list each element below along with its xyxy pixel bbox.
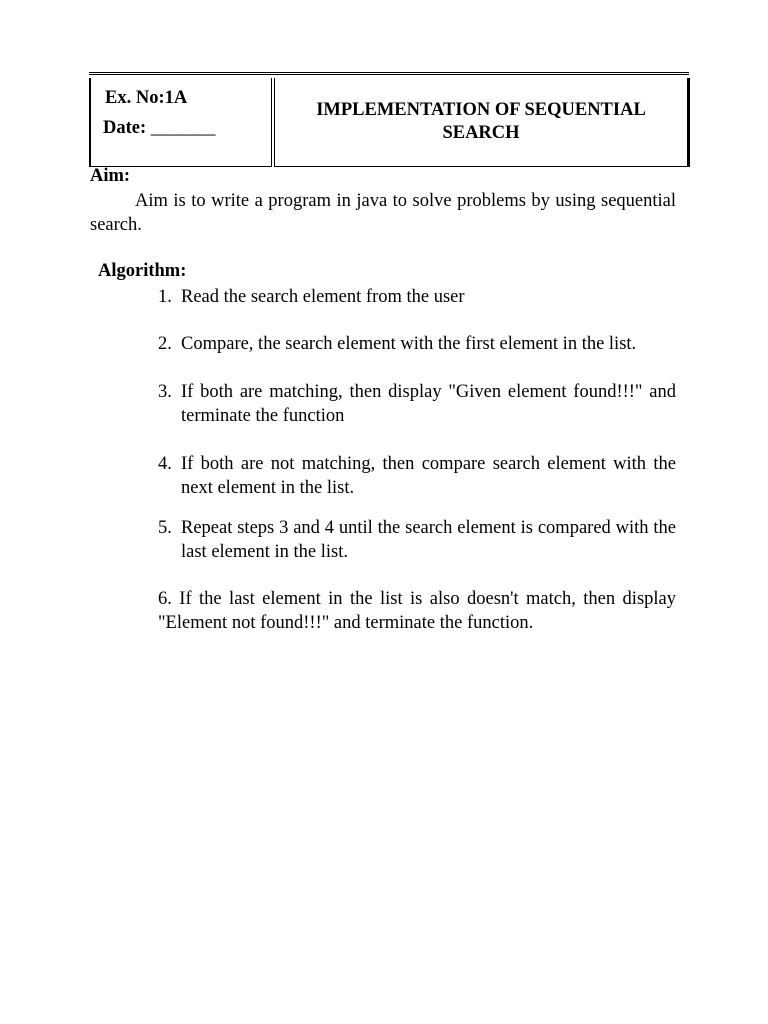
step-text: Compare, the search element with the first element in the list. (181, 334, 637, 354)
header-right-cell (274, 78, 690, 167)
algorithm-step (158, 332, 676, 356)
algorithm-step (158, 452, 676, 500)
step-text: If both are matching, then display "Given element found!!!" and terminate the function (181, 382, 676, 426)
aim-text: Aim is to write a program in java to solve problems by using sequential search. (90, 191, 676, 235)
step-number: 4. (158, 454, 172, 474)
date-label: Date: (103, 118, 147, 138)
step-number: 1. (158, 287, 172, 307)
date-blank: _______ (150, 118, 216, 138)
step-number: 5. (158, 518, 172, 538)
header-left-cell (89, 78, 272, 167)
algorithm-step (158, 285, 676, 309)
algorithm-step (158, 380, 676, 428)
algorithm-heading: Algorithm: (98, 261, 187, 281)
algorithm-step (158, 516, 676, 564)
aim-heading: Aim: (90, 166, 131, 186)
header-table (89, 72, 689, 167)
exercise-number: Ex. No:1A (105, 88, 188, 108)
step-text: Repeat steps 3 and 4 until the search element is compared with the last element in the list. (181, 518, 676, 562)
step-number: 3. (158, 382, 172, 402)
step-text: 6. If the last element in the list is also doesn't match, then display "Element not found!!!" and terminate the function. (158, 589, 676, 633)
document-title: IMPLEMENTATION OF SEQUENTIAL SEARCH (316, 100, 646, 143)
step-text: If both are not matching, then compare search element with the next element in the list. (181, 454, 676, 498)
date-field (103, 118, 216, 139)
algorithm-step (158, 587, 676, 635)
step-text: Read the search element from the user (181, 287, 465, 307)
step-number: 2. (158, 334, 172, 354)
